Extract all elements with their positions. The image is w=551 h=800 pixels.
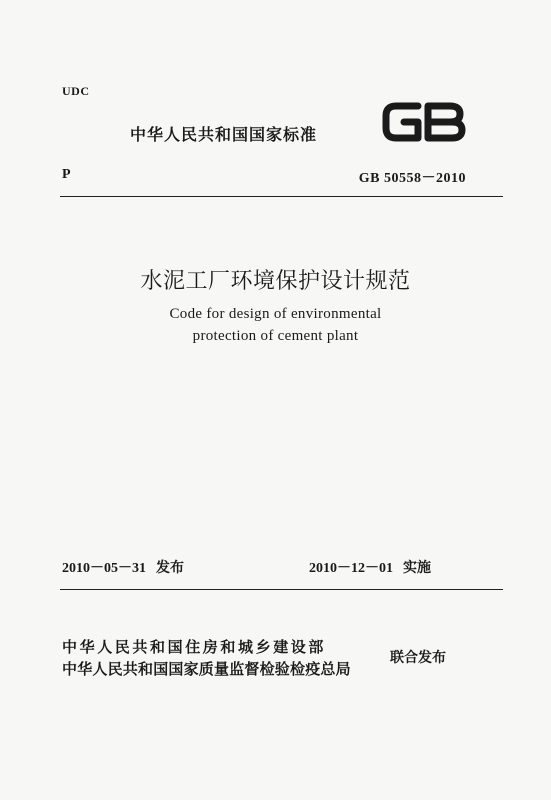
- issuer-quality-supervision: 中华人民共和国国家质量监督检验检疫总局: [62, 660, 351, 678]
- gb-logo-icon: [380, 98, 466, 146]
- implementation-date: 2010－12－01: [309, 561, 393, 576]
- national-standard-title: 中华人民共和国国家标准: [130, 125, 318, 144]
- udc-label: UDC: [62, 84, 90, 98]
- standard-code: GB 50558－2010: [358, 171, 466, 186]
- issue-label: 发布: [156, 560, 184, 576]
- english-title-line-2: protection of cement plant: [192, 328, 359, 344]
- top-divider: [60, 196, 503, 197]
- implementation-label: 实施: [403, 560, 431, 576]
- joint-issue-label: 联合发布: [390, 650, 446, 666]
- issue-date: 2010－05－31: [62, 561, 146, 576]
- classification-letter: P: [62, 167, 71, 182]
- issue-date-line: [62, 557, 184, 577]
- english-title-line-1: Code for design of environmental: [169, 306, 382, 322]
- chinese-title: 水泥工厂环境保护设计规范: [140, 269, 411, 294]
- bottom-divider: [60, 589, 503, 590]
- issuer-ministry-housing: 中华人民共和国住房和城乡建设部: [62, 638, 327, 656]
- implementation-date-line: [309, 557, 431, 577]
